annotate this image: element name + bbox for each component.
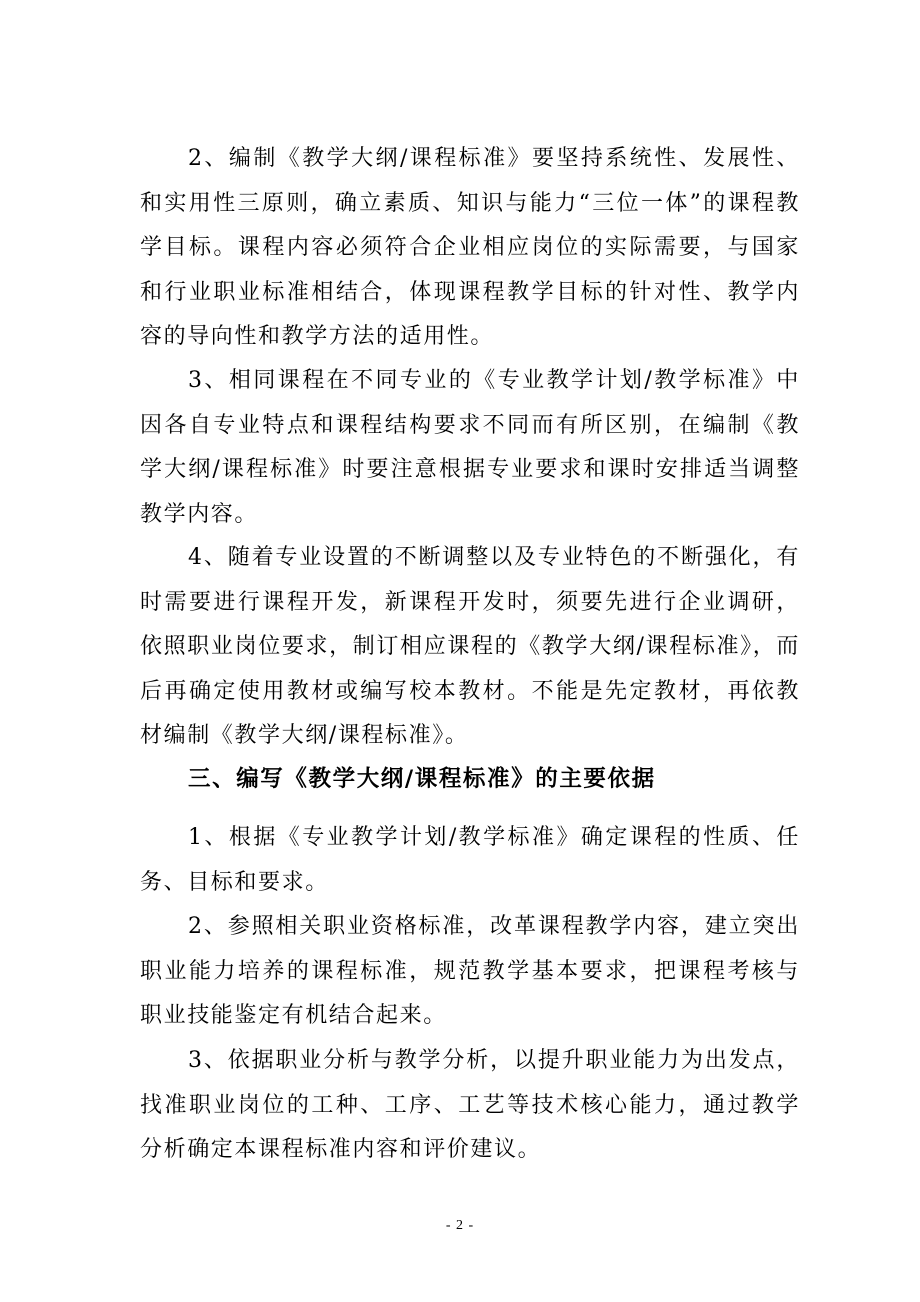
- page-number: - 2 -: [445, 1218, 475, 1233]
- section-heading: 三、编写《教学大纲/课程标准》的主要依据: [188, 766, 656, 792]
- basis-item-1: 1、根据《专业教学计划/教学标准》确定课程的性质、任务、目标和要求。: [140, 825, 800, 895]
- paragraph-item-2: 2、编制《教学大纲/课程标准》要坚持系统性、发展性、和实用性三原则，确立素质、知识与能力“三位一体”的课程教学目标。课程内容必须符合企业相应岗位的实际需要，与国家和行业职业标准相结合，体现课程教学目标的针对性、教学内容的导向性和教学方法的适用性。: [140, 146, 800, 349]
- basis-item-2: 2、参照相关职业资格标准，改革课程教学内容，建立突出职业能力培养的课程标准，规范教学基本要求，把课程考核与职业技能鉴定有机结合起来。: [140, 914, 800, 1028]
- paragraph-item-4: 4、随着专业设置的不断调整以及专业特色的不断强化，有时需要进行课程开发，新课程开发时，须要先进行企业调研，依照职业岗位要求，制订相应课程的《教学大纲/课程标准》，而后再确定使用教材或编写校本教材。不能是先定教材，再依教材编制《教学大纲/课程标准》。: [140, 545, 800, 748]
- basis-item-3: 3、依据职业分析与教学分析，以提升职业能力为出发点，找准职业岗位的工种、工序、工艺等技术核心能力，通过教学分析确定本课程标准内容和评价建议。: [140, 1048, 800, 1162]
- paragraph-item-3: 3、相同课程在不同专业的《专业教学计划/教学标准》中因各自专业特点和课程结构要求不同而有所区别，在编制《教学大纲/课程标准》时要注意根据专业要求和课时安排适当调整教学内容。: [140, 368, 800, 527]
